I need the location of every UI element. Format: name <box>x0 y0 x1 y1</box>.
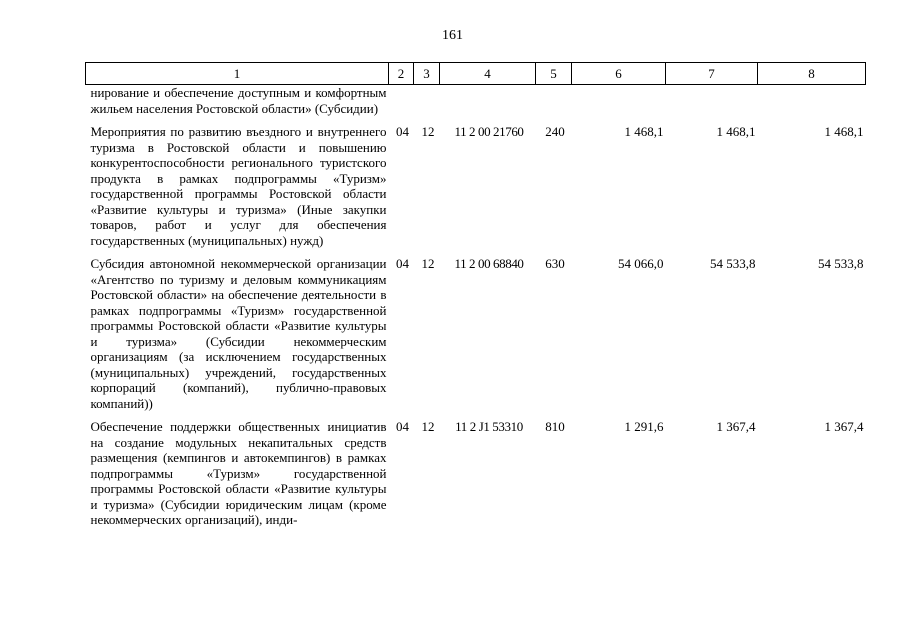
row-amount-year-1: 1 291,6 <box>624 419 664 434</box>
row-subsection: 12 <box>421 256 435 271</box>
column-header-5: 5 <box>536 63 572 85</box>
row-section <box>389 85 414 117</box>
table-row <box>86 256 866 411</box>
table-row <box>86 85 866 117</box>
column-header-2: 2 <box>389 63 414 85</box>
column-header-3: 3 <box>414 63 440 85</box>
row-description: Субсидия автономной некоммерческой организации «Агентство по туризму и деловым коммуникациям Ростовской области» на обеспечение деятельности в рамках подпрограммы «Туризм» государственной программы Ростовской области «Развитие культуры и туризма» (Субсидии некоммерческим организациям (за исключением государственных (муниципальных) учреждений, государственных корпораций (компаний), публично-правовых компаний)) <box>90 256 387 411</box>
row-amount-year-1 <box>572 85 666 117</box>
row-amount-year-3: 1 367,4 <box>824 419 864 434</box>
row-amount-year-3 <box>758 85 866 117</box>
row-expense-type: 240 <box>545 124 565 139</box>
row-spacer <box>86 411 866 419</box>
column-header-4: 4 <box>440 63 536 85</box>
column-header-8: 8 <box>758 63 866 85</box>
row-target-code: 11 2 00 68840 <box>454 256 524 271</box>
column-header-7: 7 <box>666 63 758 85</box>
row-amount-year-1: 54 066,0 <box>618 256 664 271</box>
table-row <box>86 124 866 248</box>
row-amount-year-3: 54 533,8 <box>818 256 864 271</box>
row-expense-type <box>536 85 572 117</box>
table-row <box>86 419 866 528</box>
row-subsection: 12 <box>421 124 435 139</box>
row-description: Обеспечение поддержки общественных инициатив на создание модульных некапитальных средств размещения (кемпингов и автокемпингов) в рамках подпрограммы «Туризм» государственной программы Ростовской области «Развитие культуры и туризма» (Субсидии юридическим лицам (кроме некоммерческих организаций), инди- <box>90 419 387 527</box>
row-amount-year-3: 1 468,1 <box>824 124 864 139</box>
row-amount-year-2: 1 468,1 <box>716 124 756 139</box>
column-header-1: 1 <box>86 63 389 85</box>
row-amount-year-1: 1 468,1 <box>624 124 664 139</box>
page-number: 161 <box>442 28 463 43</box>
row-amount-year-2 <box>666 85 758 117</box>
budget-table <box>85 62 866 528</box>
table-header-row <box>86 63 866 85</box>
row-target-code: 11 2 00 21760 <box>454 124 524 139</box>
row-section: 04 <box>396 124 409 139</box>
column-header-6: 6 <box>572 63 666 85</box>
row-target-code <box>440 85 536 117</box>
row-subsection: 12 <box>421 419 435 434</box>
row-subsection <box>414 85 440 117</box>
row-section: 04 <box>396 256 409 271</box>
row-amount-year-2: 54 533,8 <box>710 256 756 271</box>
row-description: Мероприятия по развитию въездного и внутреннего туризма в Ростовской области и повышению конкурентоспособности регионального туристского продукта в рамках подпрограммы «Туризм» государственной программы Ростовской области «Развитие культуры и туризма» (Иные закупки товаров, работ и услуг для обеспечения государственных (муниципальных) нужд) <box>90 124 387 248</box>
row-expense-type: 630 <box>545 256 565 271</box>
row-spacer <box>86 248 866 256</box>
row-target-code: 11 2 J1 53310 <box>455 419 523 434</box>
row-section: 04 <box>396 419 409 434</box>
row-amount-year-2: 1 367,4 <box>716 419 756 434</box>
row-spacer <box>86 116 866 124</box>
row-expense-type: 810 <box>545 419 565 434</box>
row-description: нирование и обеспечение доступным и комфортным жильем населения Ростовской области» (Субсидии) <box>90 85 387 116</box>
